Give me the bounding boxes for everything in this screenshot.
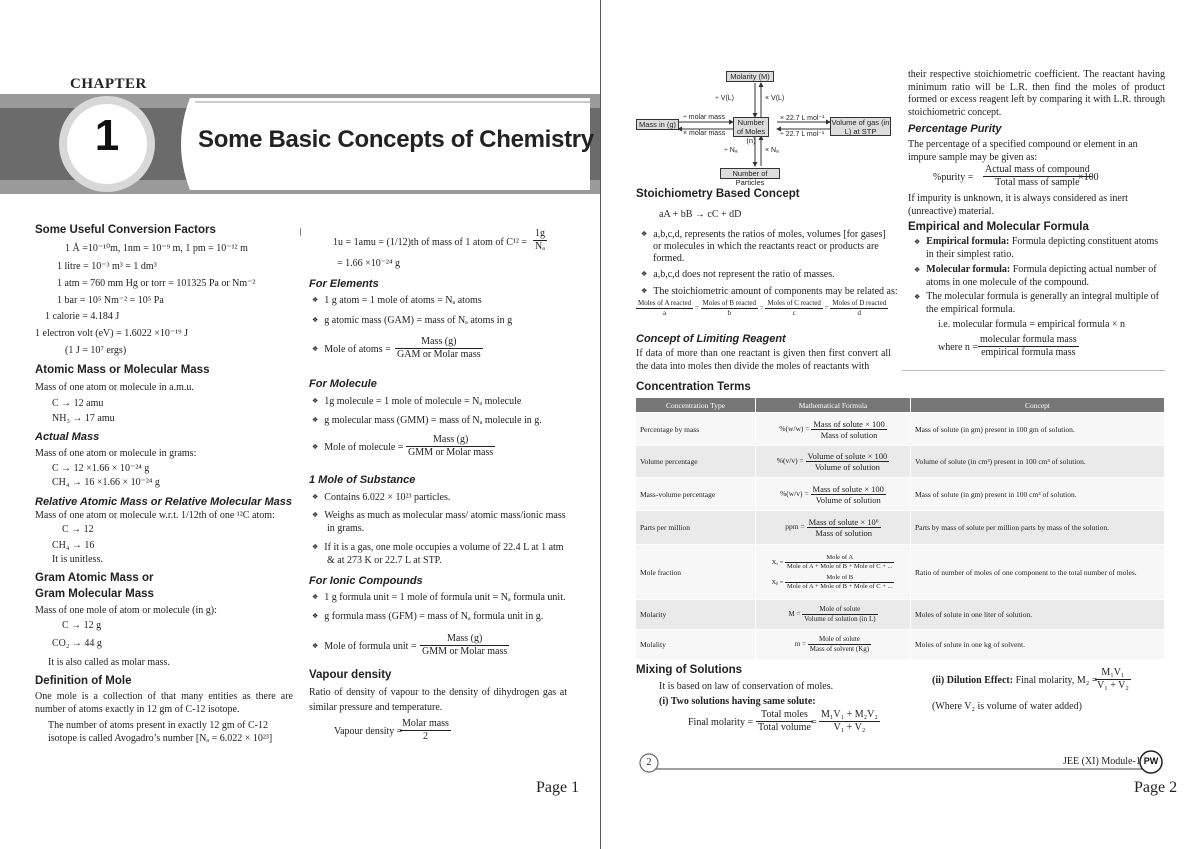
conc-concept: Mass of solute (in gm) present in 100 cm³ of solution. [911, 478, 1165, 511]
substance-bullet: ❖ If it is a gas, one mole occupies a volume of 22.4 L at 1 atm [312, 541, 564, 555]
actual-example: C → 12 ×1.66 × 10⁻²⁴ g [52, 463, 150, 474]
vapour-fraction [400, 718, 451, 743]
frac-num: M₁V₁ [1095, 667, 1131, 680]
stoich-heading: Stoichiometry Based Concept [636, 188, 800, 200]
frac-den: Total volume [758, 722, 811, 733]
ionic-bullet: ❖ 1 g formula unit = 1 mole of formula unit = Nₐ formula unit. [312, 591, 565, 605]
amu-fraction [533, 228, 547, 253]
frac-den: V₁ + V₂ [833, 722, 866, 733]
conv-heading: Some Useful Conversion Factors [35, 224, 216, 236]
flow-label: ÷ molar mass [683, 114, 725, 121]
table-header: Concentration Type [636, 398, 756, 413]
frac-den: empirical formula mass [981, 347, 1076, 358]
frac-num: Molar mass [402, 718, 449, 729]
formula-pre: m = [794, 640, 807, 649]
conc-concept: Parts by mass of solute per million parts by mass of the solution. [911, 511, 1165, 545]
conc-type: Volume percentage [636, 446, 756, 478]
formula-pre: Xₐ = [771, 558, 784, 566]
page-number-1: Page 1 [536, 779, 580, 796]
emp-bold: Molecular formula: [926, 264, 1011, 275]
emp-heading: Empirical and Molecular Formula [908, 221, 1089, 233]
conc-concept: Mass of solute (in gm) present in 100 gm of solution. [911, 413, 1165, 446]
conc-formula [756, 630, 911, 660]
formula-den: Mole of A + Mole of B + Mole of C + ... [787, 582, 893, 590]
gram-heading: Gram Atomic Mass or [35, 572, 154, 584]
flow-label: × V(L) [765, 95, 785, 102]
formula-pre: M = [788, 610, 801, 619]
table-row [636, 545, 1165, 600]
purity-multiplier: ×100 [1078, 172, 1099, 183]
elements-bullet: ❖ g atomic mass (GAM) = mass of Nₐ atoms in g [312, 314, 512, 328]
conc-formula [756, 511, 911, 545]
final-fraction-2 [819, 709, 880, 734]
mixing-sub: (i) Two solutions having same solute: [659, 696, 816, 707]
elements-heading: For Elements [309, 278, 379, 290]
ratio-den: d [857, 309, 862, 317]
actual-example: CH₄ → 16 ×1.66 × 10⁻²⁴ g [52, 477, 160, 488]
table-row [636, 413, 1165, 446]
table-row [636, 446, 1165, 478]
frac-num: M₁V₁ + M₂V₂ [821, 709, 878, 720]
molecule-bullet: ❖ 1g molecule = 1 mole of molecule = Nₐ molecule [312, 395, 521, 409]
formula-pre: %(w/w) = [779, 423, 810, 433]
flow-molarity: Molarity (M) [726, 71, 774, 82]
mole-fu-label: ❖ Mole of formula unit = [312, 640, 417, 654]
table-row [636, 630, 1165, 660]
formula-pre: Xᵦ = [771, 578, 784, 586]
stoich-ratio: $\frac{\text{Moles of A reacted}}{a}$ = $\frac{\text{Moles of B reacted}}{b}$ = $\frac{\text{Moles of C reacted}}{c}$ = $\frac{\text{Moles of D reacted}}{d}$ [638, 299, 887, 317]
gram-note: It is also called as molar mass. [48, 657, 170, 668]
gram-example: CO₂ → 44 g [52, 638, 102, 649]
formula-num: Volume of solute × 100 [807, 451, 888, 461]
emp-bullet: ❖ Empirical formula: Formula depicting constituent atoms in their simplest ratio. [914, 236, 1159, 260]
substance-cont: & at 273 K or 22.7 L at STP. [327, 555, 442, 566]
dilution-bold: (ii) Dilution Effect: [932, 675, 1014, 686]
flow-label: ÷ Nₐ [724, 147, 738, 154]
amu-num: 1g [535, 228, 545, 239]
conc-concept: Moles of solute in one liter of solution. [911, 600, 1165, 630]
conv-line: 1 Å =10⁻¹⁰m, 1nm = 10⁻⁹ m, 1 pm = 10⁻¹² m [65, 243, 248, 254]
ratio-num: Moles of D reacted [832, 299, 887, 307]
flow-moles: Number of Moles (n) [733, 117, 769, 137]
gram-text: Mass of one mole of atom or molecule (in g): [35, 605, 217, 616]
concentration-table [635, 397, 1165, 660]
emp-bold: Empirical formula: [926, 236, 1010, 247]
vapour-heading: Vapour density [309, 669, 392, 681]
conc-concept: Ratio of number of moles of one component to the total number of moles. [911, 545, 1165, 600]
atomic-text: Mass of one atom or molecule in a.m.u. [35, 382, 194, 393]
formula-num: Mole of solute [808, 635, 871, 645]
frac-den: 2 [422, 731, 428, 742]
flow-label: ÷ 22.7 L mol⁻¹ [780, 131, 825, 138]
conc-formula [756, 545, 911, 600]
relative-example: CH₄ → 16 [52, 540, 95, 551]
formula-num: Mole of solute [802, 605, 877, 615]
formula-den: Volume of solution [815, 494, 881, 505]
formula-num: Mass of solute × 100 [813, 418, 885, 429]
emp-text: Formula depicting actual number of atoms in one molecule of the compound. [926, 264, 1157, 288]
frac-num: Actual mass of compound [985, 164, 1090, 175]
ionic-heading: For Ionic Compounds [309, 575, 423, 587]
limiting-text-cont: their respective stoichiometric coefficient. The reactant having minimum ratio will be L.R. then find the moles of product formed or excess reagent left by comparing it with L.R. through stoichiometric concept. [908, 69, 1165, 118]
relative-text: Mass of one atom or molecule w.r.t. 1/12th of one ¹²C atom: [35, 510, 275, 521]
conc-formula [756, 478, 911, 511]
formula-den: Mass of solution [820, 429, 878, 440]
conv-line: 1 calorie = 4.184 J [45, 311, 120, 322]
mole-text: One mole is a collection of that many entities as there are number of atoms exactly in 12 gm of C-12 isotope. [35, 691, 293, 715]
formula-num: Mole of A [785, 554, 894, 563]
conc-type: Mass-volume percentage [636, 478, 756, 511]
emp-bullet: ❖ The molecular formula is generally an integral multiple of the empirical formula. [914, 291, 1159, 315]
gram-example: C → 12 g [62, 620, 102, 631]
conv-line: 1 litre = 10⁻³ m³ = 1 dm³ [57, 261, 157, 272]
final-eq: = [811, 717, 817, 728]
formula-num: Mass of solute × 100 [812, 483, 884, 494]
flow-particles: Number of Particles [720, 168, 780, 179]
emp-fraction [978, 334, 1079, 359]
footer-page-number: 2 [646, 757, 652, 768]
formula-num: Mole of B [785, 574, 894, 583]
conc-formula [756, 413, 911, 446]
molecule-bullet: ❖ g molecular mass (GMM) = mass of Nₐ molecule in g. [312, 414, 542, 428]
conc-type: Mole fraction [636, 545, 756, 600]
flow-gas: Volume of gas (in L) at STP [831, 118, 890, 136]
mixing-heading: Mixing of Solutions [636, 664, 743, 676]
footer-module: JEE (XI) Module-1 [1063, 756, 1141, 767]
mole-fu-fraction [420, 633, 509, 658]
table-row [636, 478, 1165, 511]
frac-num: Mass (g) [406, 434, 495, 447]
frac-num: Mass (g) [395, 336, 483, 349]
gram-heading: Gram Molecular Mass [35, 588, 154, 600]
actual-heading: Actual Mass [35, 431, 100, 443]
separator [902, 370, 1165, 371]
stoich-bullet: ❖ a,b,c,d, represents the ratios of moles, volumes [for gases] [641, 228, 886, 242]
frac-den: GMM or Molar mass [422, 646, 508, 657]
dilution-text: Final molarity, M₂ = [1013, 675, 1098, 686]
page-divider [600, 0, 601, 849]
formula-den: Mass of solvent (Kg) [809, 645, 870, 653]
conc-type: Molality [636, 630, 756, 660]
conc-concept: Moles of solute in one kg of solvent. [911, 630, 1165, 660]
mole-atoms-fraction [395, 336, 483, 361]
purity-fraction [983, 164, 1092, 189]
atomic-example: NH₃ → 17 amu [52, 413, 115, 424]
purity-note: If impurity is unknown, it is always considered as inert (unreactive) material. [908, 193, 1128, 217]
conc-formula [756, 446, 911, 478]
substance-bullet: ❖ Contains 6.022 × 10²³ particles. [312, 491, 450, 505]
ratio-num: Moles of C reacted [767, 299, 821, 307]
formula-pre: %(w/v) = [780, 488, 809, 498]
vapour-label: Vapour density = [334, 726, 403, 737]
dilution-note: (Where V₂ is volume of water added) [932, 701, 1082, 712]
ratio-den: c [792, 309, 796, 317]
table-row [636, 600, 1165, 630]
chapter-title: Some Basic Concepts of Chemistry [198, 126, 594, 153]
col-mark [300, 228, 301, 236]
ratio-num: Moles of B reacted [702, 299, 756, 307]
frac-den: Total mass of sample [995, 177, 1080, 188]
relative-note: It is unitless. [52, 554, 103, 565]
table-row [636, 511, 1165, 545]
table-header: Concept [911, 398, 1165, 413]
frac-den: V₁ + V₂ [1097, 680, 1129, 691]
frac-num: Total moles [756, 709, 813, 722]
mole-heading: Definition of Mole [35, 675, 132, 687]
dilution-line [932, 674, 1097, 687]
formula-den: Volume of solution [814, 462, 880, 472]
purity-heading: Percentage Purity [908, 123, 1002, 135]
conc-formula [756, 600, 911, 630]
flow-label: ÷ V(L) [715, 95, 735, 102]
formula-den: Mass of solution [815, 528, 872, 538]
substance-cont: in grams. [327, 523, 365, 534]
stoich-cont: or molecules in which the reactants react or products are [653, 241, 879, 252]
atomic-heading: Atomic Mass or Molecular Mass [35, 364, 210, 376]
table-header: Mathematical Formula [756, 398, 911, 413]
stoich-equation: aA + bB → cC + dD [659, 209, 742, 220]
stoich-bullet: ❖ The stoichiometric amount of components may be related as: [641, 285, 898, 299]
stoich-cont: formed. [653, 253, 685, 264]
chapter-number: 1 [94, 111, 120, 160]
vapour-text: Ratio of density of vapour to the density of dihydrogen gas at similar pressure and temperature. [309, 687, 567, 713]
elements-bullet: ❖ 1 g atom = 1 mole of atoms = Nₐ atoms [312, 294, 482, 308]
ionic-bullet: ❖ g formula mass (GFM) = mass of Nₐ formula unit in g. [312, 610, 543, 624]
flow-mass: Mass in (g) [636, 119, 679, 130]
purity-label: %purity = [933, 172, 974, 183]
pw-logo: PW [1143, 756, 1159, 766]
formula-den: Mole of A + Mole of B + Mole of C + ... [786, 562, 893, 570]
mixing-text: It is based on law of conservation of moles. [659, 681, 834, 692]
relative-heading: Relative Atomic Mass or Relative Molecular Mass [35, 496, 292, 508]
frac-num: molecular formula mass [980, 334, 1077, 345]
flow-label: × 22.7 L mol⁻¹ [780, 115, 825, 122]
final-label: Final molarity = [688, 717, 754, 728]
conc-heading: Concentration Terms [636, 381, 751, 393]
purity-text: The percentage of a specified compound or element in an impure sample may be given as: [908, 139, 1138, 163]
dilution-fraction [1095, 667, 1131, 692]
formula-den: Volume of solution (in L) [804, 615, 876, 623]
conc-type: Molarity [636, 600, 756, 630]
ratio-num: Moles of A reacted [638, 299, 692, 307]
emp-bullet: ❖ Molecular formula: Formula depicting actual number of atoms in one molecule of the compound. [914, 264, 1157, 288]
chapter-label: CHAPTER [70, 76, 147, 92]
emp-text: The molecular formula is generally an integral multiple of the empirical formula. [926, 291, 1159, 315]
ratio-den: a [662, 309, 667, 317]
formula-pre: ppm = [785, 522, 805, 532]
formula-num: Mass of solute × 10⁶ [808, 517, 879, 527]
atomic-example: C → 12 amu [52, 398, 104, 409]
stoich-bullet: ❖ a,b,c,d does not represent the ratio of masses. [641, 268, 835, 282]
table-header-row [636, 398, 1165, 413]
molecule-heading: For Molecule [309, 378, 377, 390]
amu-den: Nₐ [535, 241, 545, 252]
mole-molecule-fraction [406, 434, 495, 459]
amu-line-2: = 1.66 ×10⁻²⁴ g [337, 258, 401, 269]
mole-text-2: The number of atoms present in exactly 12 gm of C-12 isotope is called Avogadro’s number [Nₐ = 6.022 × 10²³] [48, 720, 273, 744]
limiting-text: If data of more than one reactant is given then first convert all the data into moles then divide the moles of reactants with [636, 348, 891, 372]
conv-line: (1 J = 10⁷ ergs) [65, 345, 127, 356]
substance-bullet: ❖ Weighs as much as molecular mass/ atomic mass/ionic mass [312, 509, 566, 523]
conc-concept: Volume of solute (in cm³) present in 100 cm³ of solution. [911, 446, 1165, 478]
mole-molecule-label: ❖ Mole of molecule = [312, 441, 404, 455]
amu-line: 1u = 1amu = (1/12)th of mass of 1 atom of C¹² = [333, 237, 528, 248]
relative-example: C → 12 [62, 524, 94, 535]
flow-label: × molar mass [683, 130, 726, 137]
ratio-den: b [727, 309, 732, 317]
conv-line: 1 atm = 760 mm Hg or torr = 101325 Pa or Nm⁻² [57, 278, 256, 289]
substance-heading: 1 Mole of Substance [309, 474, 416, 486]
conv-line: 1 electron volt (eV) = 1.6022 ×10⁻¹⁹ J [35, 328, 189, 339]
formula-pre: %(v/v) = [776, 456, 804, 466]
emp-text: Formula depicting constituent atoms in their simplest ratio. [926, 236, 1159, 260]
conv-line: 1 bar = 10⁵ Nm⁻² = 10⁵ Pa [57, 295, 164, 306]
flow-label: × Nₐ [765, 147, 779, 154]
frac-den: GAM or Molar mass [397, 349, 481, 360]
limiting-heading: Concept of Limiting Reagent [636, 333, 786, 345]
frac-den: GMM or Molar mass [408, 447, 494, 458]
final-fraction [756, 709, 813, 734]
actual-text: Mass of one atom or molecule in grams: [35, 448, 197, 459]
mole-atoms-label: ❖ Mole of atoms = [312, 343, 391, 357]
conc-type: Parts per million [636, 511, 756, 545]
emp-where: where n = [938, 342, 979, 353]
emp-ie: i.e. molecular formula = empirical formula × n [938, 319, 1126, 330]
frac-num: Mass (g) [420, 633, 509, 646]
conc-type: Percentage by mass [636, 413, 756, 446]
page-number-2: Page 2 [1134, 779, 1178, 796]
